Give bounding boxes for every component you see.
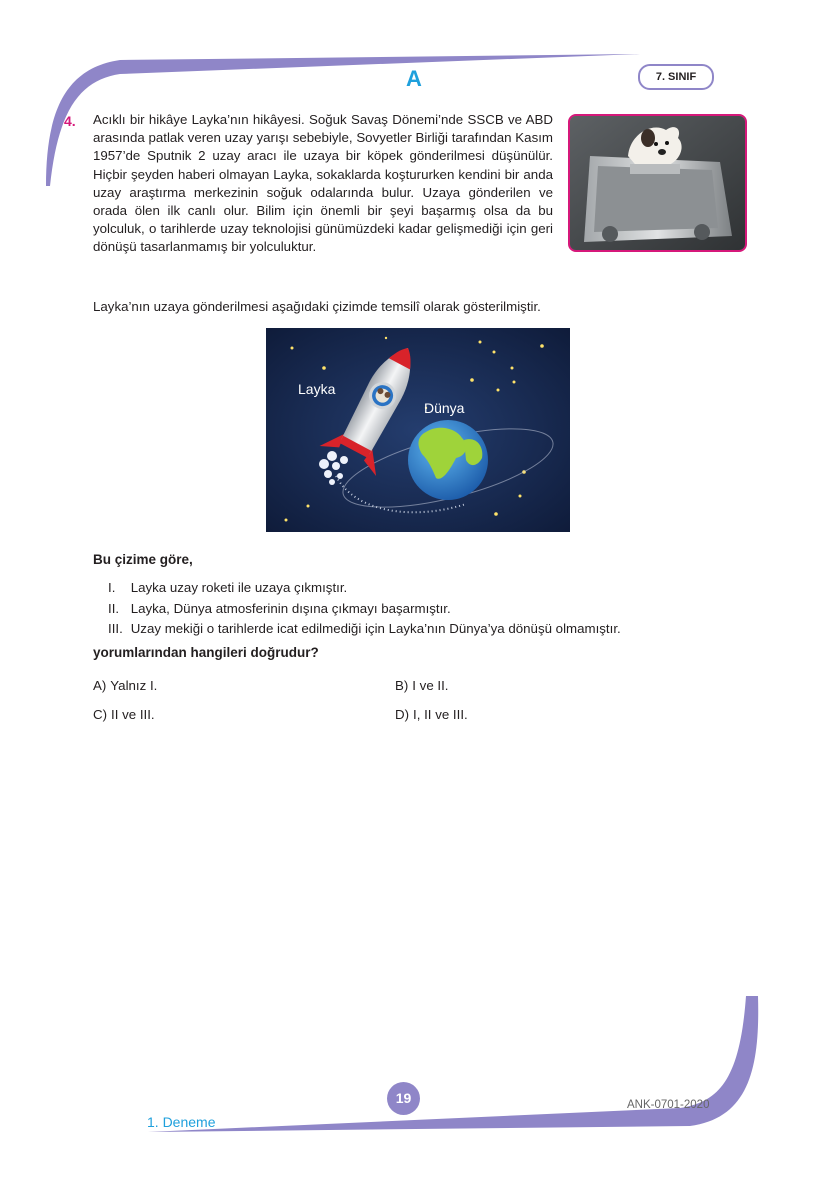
choice-letter: C) [93, 707, 108, 722]
choice-text: I ve II. [412, 678, 449, 693]
choice-letter: A) [93, 678, 107, 693]
question-number: 4. [64, 113, 76, 129]
choice-letter: B) [395, 678, 409, 693]
statement-number: II. [108, 600, 120, 616]
statement-2 [108, 599, 621, 620]
section-letter: A [406, 66, 422, 91]
statement-list [108, 578, 621, 640]
planet-label: Dünya [424, 400, 465, 416]
space-illustration-drawing [266, 328, 570, 532]
statement-text: Layka, Dünya atmosferinin dışına çıkmayı başarmıştır. [130, 600, 451, 616]
choice-c[interactable] [93, 707, 155, 722]
bottom-swoosh [148, 996, 758, 1132]
statement-number: I. [108, 580, 116, 595]
question-paragraph [93, 111, 553, 257]
choice-text: Yalnız I. [110, 678, 158, 693]
choice-text: II ve III. [111, 707, 155, 722]
choice-letter: D) [395, 707, 410, 722]
choice-b[interactable] [395, 678, 449, 693]
illustration-intro: Layka’nın uzaya gönderilmesi aşağıdaki çizimde temsilî olarak gösterilmiştir. [93, 299, 541, 314]
question-paragraph-text: Acıklı bir hikâye Layka’nın hikâyesi. Soğuk Savaş Dönemi’nde SSCB ve ABD arasında patlak veren uzay yarışı sebebiyle, Sovyetler Birliği tarafından Kasım 1957’de Sputnik 2 uzay aracı ile uzaya bir köpek gönderilmesi düşünülür. Hiçbir şeyden haberi olmayan Layka, sokaklarda koştururken kendini bir anda uzay araştırma merkezinin soğuk odalarında bulur. Uzaya gönderilen ve orada ölen ilk canlı olur. Bilim için önemli bir şeyi başarmış olsa da bu yolculuk, o tarihlerde uzay teknolojisi günümüzdeki kadar gelişmediği için geri dönüşü tasarlanmamış bir yolculuktur. [93, 112, 553, 255]
question-prompt: Bu çizime göre, [93, 552, 193, 567]
choice-text: I, II ve III. [413, 707, 468, 722]
choice-a[interactable] [93, 678, 157, 693]
grade-badge: 7. SINIF [638, 64, 714, 90]
question-tail: yorumlarından hangileri doğrudur? [93, 645, 319, 660]
layka-photo [568, 114, 747, 252]
page-number: 19 [387, 1082, 420, 1115]
booklet-code: ANK-0701-2020 [627, 1099, 710, 1111]
layka-photo-drawing [570, 116, 745, 250]
statement-1 [108, 578, 621, 599]
statement-number: III. [108, 621, 123, 636]
statement-3 [108, 619, 621, 640]
statement-text: Layka uzay roketi ile uzaya çıkmıştır. [130, 580, 348, 595]
choice-d[interactable] [395, 707, 468, 722]
rocket-label: Layka [298, 381, 336, 397]
statement-text: Uzay mekiği o tarihlerde icat edilmediği için Layka’nın Dünya’ya dönüşü olmamıştır. [130, 621, 621, 636]
exam-label: 1. Deneme [147, 1114, 216, 1130]
space-illustration [266, 328, 570, 532]
